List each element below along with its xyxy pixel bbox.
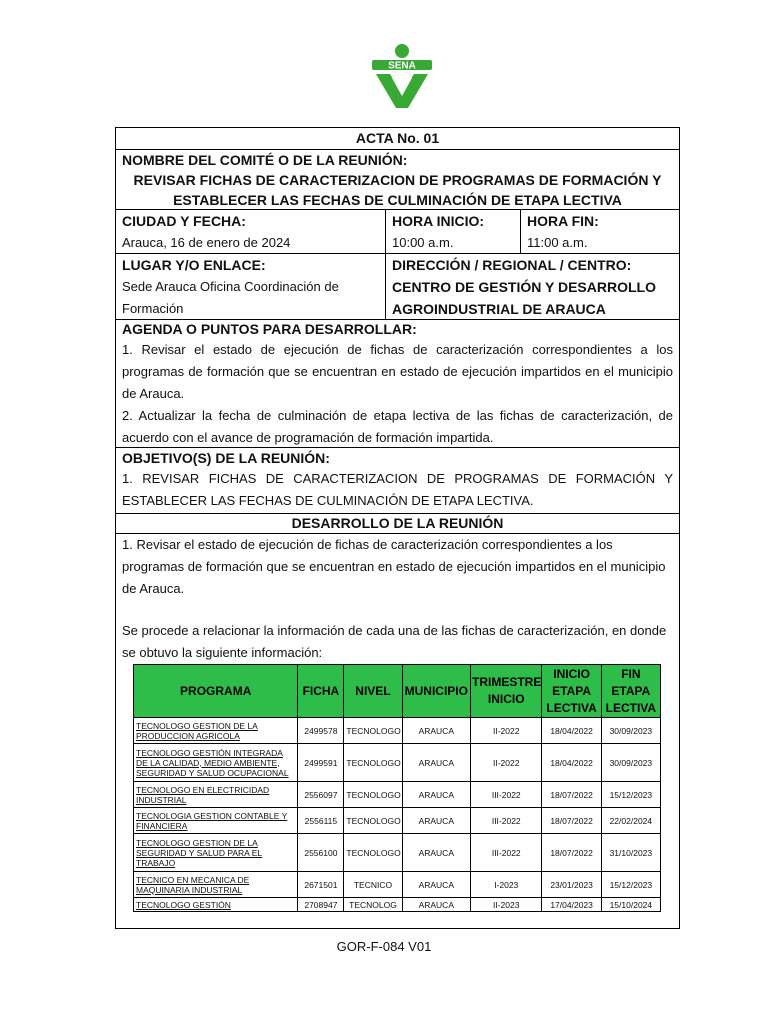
agenda-label: AGENDA O PUNTOS PARA DESARROLLAR: bbox=[122, 321, 417, 337]
place-label: LUGAR Y/O ENLACE: bbox=[122, 257, 266, 273]
start-label: HORA INICIO: bbox=[392, 213, 485, 229]
header-programa: PROGRAMA bbox=[134, 665, 298, 718]
cell-trimestre: III-2022 bbox=[471, 834, 542, 872]
header-fin: FIN ETAPA LECTIVA bbox=[601, 665, 660, 718]
end-cell bbox=[521, 210, 679, 253]
agenda-item-2: 2. Actualizar la fecha de culminación de etapa lectiva de las fichas de caracterización, de acuerdo con el avance de programación de formación impartida. bbox=[122, 408, 673, 445]
table-row bbox=[134, 898, 661, 912]
cell-inicio: 18/04/2022 bbox=[542, 718, 601, 744]
cell-programa: TECNOLOGIA GESTION CONTABLE Y FINANCIERA bbox=[134, 808, 298, 834]
cell-municipio: ARAUCA bbox=[402, 872, 470, 898]
start-cell bbox=[386, 210, 521, 253]
cell-fin: 31/10/2023 bbox=[601, 834, 660, 872]
objective-text: 1. REVISAR FICHAS DE CARACTERIZACION DE PROGRAMAS DE FORMACIÓN Y ESTABLECER LAS FECHAS DE CULMINACIÓN DE ETAPA LECTIVA. bbox=[122, 471, 673, 508]
development-label: DESARROLLO DE LA REUNIÓN bbox=[116, 514, 679, 534]
cell-trimestre: II-2023 bbox=[471, 898, 542, 912]
objective-label: OBJETIVO(S) DE LA REUNIÓN: bbox=[122, 450, 330, 466]
cell-programa: TECNOLOGO EN ELECTRICIDAD INDUSTRIAL bbox=[134, 782, 298, 808]
cell-programa: TECNICO EN MECANICA DE MAQUINARIA INDUSTRIAL bbox=[134, 872, 298, 898]
city-cell bbox=[116, 210, 386, 253]
header-inicio: INICIO ETAPA LECTIVA bbox=[542, 665, 601, 718]
fichas-table bbox=[133, 664, 661, 912]
table-row bbox=[134, 834, 661, 872]
cell-nivel: TECNICO bbox=[344, 872, 402, 898]
cell-fin: 15/12/2023 bbox=[601, 782, 660, 808]
cell-nivel: TECNOLOGO bbox=[344, 808, 402, 834]
place-direction-section bbox=[116, 254, 679, 320]
cell-inicio: 18/07/2022 bbox=[542, 834, 601, 872]
cell-fin: 30/09/2023 bbox=[601, 744, 660, 782]
meeting-name-value: REVISAR FICHAS DE CARACTERIZACION DE PROGRAMAS DE FORMACIÓN Y ESTABLECER LAS FECHAS DE CULMINACIÓN DE ETAPA LECTIVA bbox=[133, 172, 662, 208]
header-ficha: FICHA bbox=[298, 665, 344, 718]
acta-title: ACTA No. 01 bbox=[116, 128, 679, 150]
acta-sheet bbox=[115, 127, 680, 929]
cell-nivel: TECNOLOGO bbox=[344, 834, 402, 872]
sena-logo bbox=[370, 42, 434, 110]
cell-nivel: TECNOLOGO bbox=[344, 744, 402, 782]
svg-text:SENA: SENA bbox=[388, 60, 416, 72]
cell-municipio: ARAUCA bbox=[402, 744, 470, 782]
table-header-row bbox=[134, 665, 661, 718]
direction-cell bbox=[386, 254, 679, 319]
cell-trimestre: III-2022 bbox=[471, 782, 542, 808]
cell-ficha: 2499578 bbox=[298, 718, 344, 744]
footer-code: GOR-F-084 V01 bbox=[336, 939, 432, 954]
cell-fin: 15/12/2023 bbox=[601, 872, 660, 898]
cell-ficha: 2671501 bbox=[298, 872, 344, 898]
cell-inicio: 23/01/2023 bbox=[542, 872, 601, 898]
header-municipio: MUNICIPIO bbox=[402, 665, 470, 718]
development-p2: Se procede a relacionar la información de cada una de las fichas de caracterización, en donde se obtuvo la siguiente información: bbox=[122, 623, 667, 660]
table-row bbox=[134, 782, 661, 808]
cell-fin: 15/10/2024 bbox=[601, 898, 660, 912]
cell-municipio: ARAUCA bbox=[402, 782, 470, 808]
end-label: HORA FIN: bbox=[527, 213, 599, 229]
meeting-name-label: NOMBRE DEL COMITÉ O DE LA REUNIÓN: bbox=[122, 152, 408, 168]
cell-inicio: 17/04/2023 bbox=[542, 898, 601, 912]
cell-nivel: TECNOLOGO bbox=[344, 718, 402, 744]
cell-municipio: ARAUCA bbox=[402, 834, 470, 872]
cell-fin: 22/02/2024 bbox=[601, 808, 660, 834]
cell-programa: TECNOLOGO GESTIÓN INTEGRADA DE LA CALIDAD, MEDIO AMBIENTE, SEGURIDAD Y SALUD OCUPACIONAL bbox=[134, 744, 298, 782]
table-row bbox=[134, 872, 661, 898]
cell-nivel: TECNOLOGO bbox=[344, 782, 402, 808]
start-value: 10:00 a.m. bbox=[392, 235, 454, 250]
table-row bbox=[134, 744, 661, 782]
meeting-name-section bbox=[116, 150, 679, 210]
cell-fin: 30/09/2023 bbox=[601, 718, 660, 744]
header-nivel: NIVEL bbox=[344, 665, 402, 718]
direction-value: CENTRO DE GESTIÓN Y DESARROLLO AGROINDUSTRIAL DE ARAUCA bbox=[392, 279, 656, 317]
cell-inicio: 18/07/2022 bbox=[542, 782, 601, 808]
cell-trimestre: I-2023 bbox=[471, 872, 542, 898]
cell-trimestre: II-2022 bbox=[471, 744, 542, 782]
development-p1: 1. Revisar el estado de ejecución de fichas de caracterización correspondientes a los programas de formación que se encuentran en estado de ejecución impartidos en el municipio de Arauca. bbox=[122, 537, 666, 596]
cell-ficha: 2556097 bbox=[298, 782, 344, 808]
agenda-item-1: 1. Revisar el estado de ejecución de fichas de caracterización correspondientes a los programas de formación que se encuentran en estado de ejecución impartidos en el municipio de Arauca. bbox=[122, 342, 673, 401]
cell-ficha: 2708947 bbox=[298, 898, 344, 912]
place-value: Sede Arauca Oficina Coordinación de Formación bbox=[122, 279, 339, 316]
cell-ficha: 2556100 bbox=[298, 834, 344, 872]
objective-section bbox=[116, 448, 679, 514]
end-value: 11:00 a.m. bbox=[527, 235, 588, 250]
header-trimestre: TRIMESTRE INICIO bbox=[471, 665, 542, 718]
table-row bbox=[134, 808, 661, 834]
agenda-section bbox=[116, 320, 679, 448]
cell-municipio: ARAUCA bbox=[402, 898, 470, 912]
city-time-section bbox=[116, 210, 679, 254]
direction-label: DIRECCIÓN / REGIONAL / CENTRO: bbox=[392, 257, 632, 273]
cell-municipio: ARAUCA bbox=[402, 718, 470, 744]
cell-trimestre: III-2022 bbox=[471, 808, 542, 834]
place-cell bbox=[116, 254, 386, 319]
city-label: CIUDAD Y FECHA: bbox=[122, 213, 246, 229]
development-section bbox=[116, 534, 679, 912]
cell-programa: TECNOLOGO GESTION DE LA SEGURIDAD Y SALUD PARA EL TRABAJO bbox=[134, 834, 298, 872]
cell-municipio: ARAUCA bbox=[402, 808, 470, 834]
cell-programa: TECNOLOGO GESTIÓN bbox=[134, 898, 298, 912]
cell-nivel: TECNOLOG bbox=[344, 898, 402, 912]
cell-trimestre: II-2022 bbox=[471, 718, 542, 744]
cell-programa: TECNOLOGO GESTION DE LA PRODUCCION AGRICOLA bbox=[134, 718, 298, 744]
table-row bbox=[134, 718, 661, 744]
cell-ficha: 2556115 bbox=[298, 808, 344, 834]
cell-inicio: 18/07/2022 bbox=[542, 808, 601, 834]
cell-inicio: 18/04/2022 bbox=[542, 744, 601, 782]
cell-ficha: 2499591 bbox=[298, 744, 344, 782]
city-value: Arauca, 16 de enero de 2024 bbox=[122, 235, 291, 250]
